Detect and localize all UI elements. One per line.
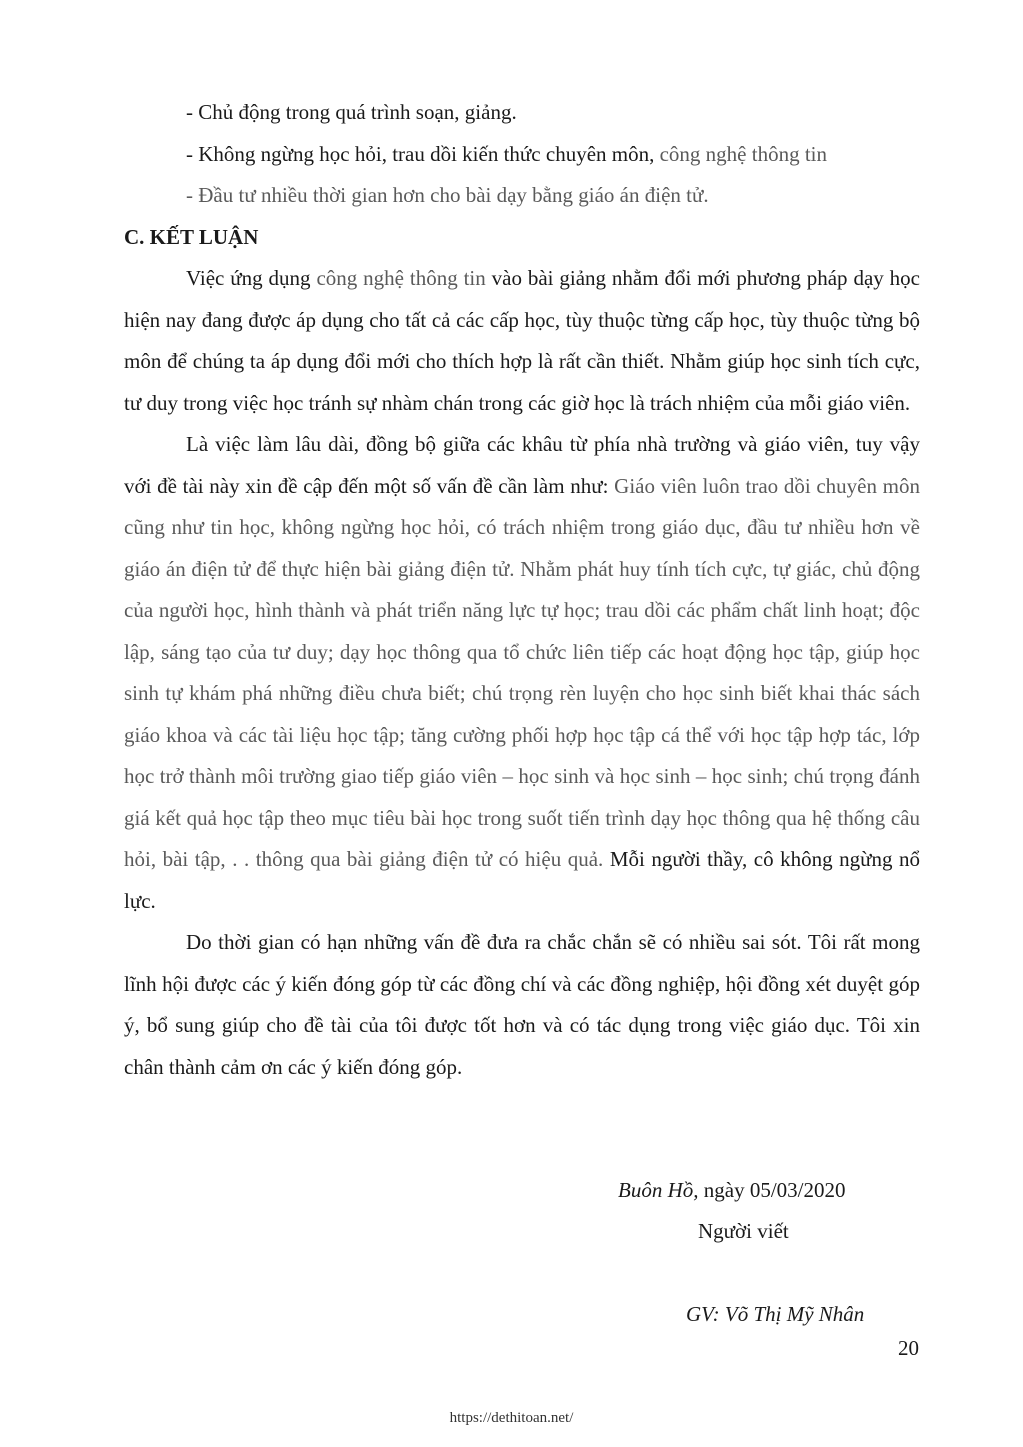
signature-name: GV: Võ Thị Mỹ Nhân (686, 1302, 865, 1326)
signature-place-date (618, 1178, 846, 1203)
paragraph-text: Mỗi người thầy, cô không ngừng nổ lực. (124, 847, 921, 913)
bullet-item (124, 134, 920, 176)
paragraph: Do thời gian có hạn những vấn đề đưa ra chắc chắn sẽ có nhiều sai sót. Tôi rất mong lĩnh hội được các ý kiến đóng góp từ các đồng chí và các đồng nghiệp, hội đồng xét duyệt góp ý, bổ sung giúp cho đề tài của tôi được tốt hơn và có tác dụng trong việc giáo dục. Tôi xin chân thành cảm ơn các ý kiến đóng góp. (124, 930, 920, 1079)
bullet-text: - Đầu tư nhiều thời gian hơn cho bài dạy bằng giáo án điện tử. (186, 183, 709, 207)
paragraph-text: Là việc làm lâu dài, đồng bộ giữa các khâu từ phía nhà trường và giáo viên, tuy vậy với đề tài này xin đề cập đến một số vấn đề cần làm như: (124, 432, 920, 498)
signature-date: ngày 05/03/2020 (698, 1178, 846, 1202)
footer-url: https://dethitoan.net/ (449, 1410, 574, 1426)
section-heading: C. KẾT LUẬN (124, 224, 259, 249)
paragraph-text: vào bài giảng nhằm đổi mới phương pháp dạy học hiện nay đang được áp dụng cho tất cả các cấp học, tùy thuộc từng cấp học, tùy thuộc từng bộ môn để chúng ta áp dụng đổi mới cho thích hợp là rất cần thiết. Nhằm giúp học sinh tích cực, tư duy trong việc học tránh sự nhàm chán trong các giờ học là trách nhiệm của mỗi giáo viên. (124, 266, 920, 415)
paragraph-text-highlight: Giáo viên luôn trao dồi chuyên môn cũng như tin học, không ngừng học hỏi, có trách nhiệm trong giáo dục, đầu tư nhiều hơn về giáo án điện tử để thực hiện bài giảng điện tử. Nhằm phát huy tính tích cực, tự giác, chủ động của người học, hình thành và phát triển năng lực tự học; trau dồi các phẩm chất linh hoạt; độc lập, sáng tạo của tư duy; dạy học thông qua tổ chức liên tiếp các hoạt động học tập, giúp học sinh tự khám phá những điều chưa biết; chú trọng rèn luyện cho học sinh biết khai thác sách giáo khoa và các tài liệu học tập; tăng cường phối hợp học tập cá thể với học tập hợp tác, lớp học trở thành môi trường giao tiếp giáo viên – học sinh và học sinh – học sinh; chú trọng đánh giá kết quả học tập theo mục tiêu bài học trong suốt tiến trình dạy học thông qua hệ thống câu hỏi, bài tập, . . thông qua bài giảng điện tử có hiệu quả. (124, 473, 920, 871)
page-number: 20 (898, 1336, 919, 1360)
signature-role: Người viết (698, 1219, 789, 1243)
bullet-text: - Chủ động trong quá trình soạn, giảng. (186, 100, 517, 124)
paragraph (124, 424, 920, 922)
bullet-text-highlight: công nghệ thông tin (659, 141, 828, 166)
paragraph-text: Việc ứng dụng (186, 266, 317, 290)
bullet-item (124, 175, 920, 217)
body-text (124, 92, 920, 1088)
paragraph-text-highlight: công nghệ thông tin (316, 266, 486, 290)
signature-city: Buôn Hồ, (618, 1178, 699, 1202)
bullet-item (124, 92, 920, 134)
paragraph (124, 258, 920, 424)
bullet-text: - Không ngừng học hỏi, trau dồi kiến thức chuyên môn, (186, 141, 660, 166)
